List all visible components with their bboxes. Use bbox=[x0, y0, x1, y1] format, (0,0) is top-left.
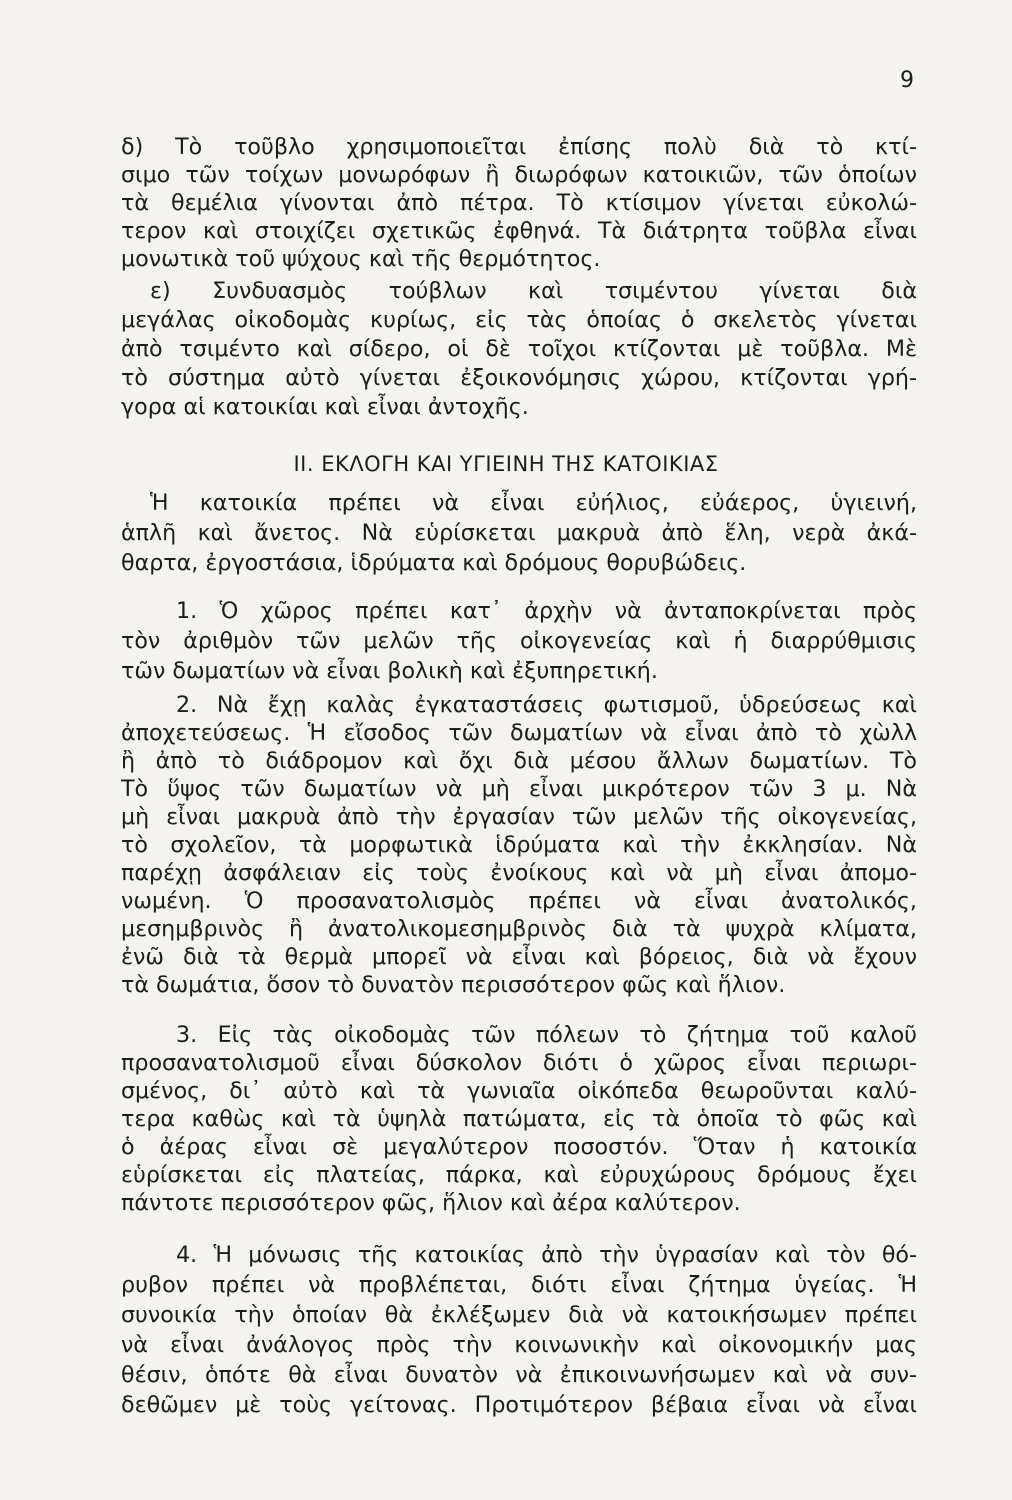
item-2-line: νωμένη. Ὁ προσανατολισμὸς πρέπει νὰ εἶναι ἀνατολικός, bbox=[121, 888, 917, 914]
item-4-line: ρυβον πρέπει νὰ προβλέπεται, διότι εἶναι ζήτημα ὑγείας. Ἡ bbox=[121, 1272, 917, 1298]
intro-line: Ἡ κατοικία πρέπει νὰ εἶναι εὐήλιος, εὐάερος, ὑγιεινή, bbox=[150, 490, 917, 516]
item-2-line: 2. Νὰ ἔχῃ καλὰς ἐγκαταστάσεις φωτισμοῦ, ὑδρεύσεως καὶ bbox=[176, 692, 917, 718]
item-2-line: παρέχῃ ἀσφάλειαν εἰς τοὺς ἐνοίκους καὶ νὰ μὴ εἶναι ἀπομο- bbox=[121, 860, 917, 886]
item-1-line: τὸν ἀριθμὸν τῶν μελῶν τῆς οἰκογενείας καὶ ἡ διαρρύθμισις bbox=[121, 628, 917, 654]
paragraph-d-line: μονωτικὰ τοῦ ψύχους καὶ τῆς θερμότητος. bbox=[121, 246, 601, 272]
paragraph-e-line: μεγάλας οἰκοδομὰς κυρίως, εἰς τὰς ὁποίας ὁ σκελετὸς γίνεται bbox=[121, 307, 917, 333]
page-number: 9 bbox=[900, 68, 914, 93]
paragraph-e-line: τὸ σύστημα αὐτὸ γίνεται ἐξοικονόμησις χώρου, κτίζονται γρή- bbox=[121, 365, 917, 391]
item-2-line: ἢ ἀπὸ τὸ διάδρομον καὶ ὄχι διὰ μέσου ἄλλων δωματίων. Τὸ bbox=[121, 748, 917, 774]
paragraph-e-line: ἀπὸ τσιμέντο καὶ σίδερο, οἱ δὲ τοῖχοι κτίζονται μὲ τοῦβλα. Μὲ bbox=[121, 336, 917, 362]
paragraph-e-line: ε) Συνδυασμὸς τούβλων καὶ τσιμέντου γίνεται διὰ bbox=[150, 278, 917, 304]
item-4-line: 4. Ἡ μόνωσις τῆς κατοικίας ἀπὸ τὴν ὑγρασίαν καὶ τὸν θό- bbox=[176, 1242, 917, 1268]
item-3-line: σμένος, δι᾽ αὐτὸ καὶ τὰ γωνιαῖα οἰκόπεδα θεωροῦνται καλύ- bbox=[121, 1078, 917, 1104]
item-2-line: τὸ σχολεῖον, τὰ μορφωτικὰ ἱδρύματα καὶ τὴν ἐκκλησίαν. Νὰ bbox=[121, 832, 917, 858]
item-2-line: Τὸ ὕψος τῶν δωματίων νὰ μὴ εἶναι μικρότερον τῶν 3 μ. Νὰ bbox=[121, 776, 917, 802]
item-1-line: τῶν δωματίων νὰ εἶναι βολικὴ καὶ ἐξυπηρετική. bbox=[121, 658, 658, 684]
paragraph-d-line: σιμο τῶν τοίχων μονωρόφων ἢ διωρόφων κατοικιῶν, τῶν ὁποίων bbox=[121, 162, 917, 188]
item-3-line: 3. Εἰς τὰς οἰκοδομὰς τῶν πόλεων τὸ ζήτημα τοῦ καλοῦ bbox=[176, 1022, 917, 1048]
item-3-line: τερα καθὼς καὶ τὰ ὑψηλὰ πατώματα, εἰς τὰ ὁποῖα τὸ φῶς καὶ bbox=[121, 1106, 917, 1132]
item-4-line: νὰ εἶναι ἀνάλογος πρὸς τὴν κοινωνικὴν καὶ οἰκονομικήν μας bbox=[121, 1332, 917, 1358]
paragraph-e-line: γορα αἱ κατοικίαι καὶ εἶναι ἀντοχῆς. bbox=[121, 394, 529, 420]
paragraph-d-line: τερον καὶ στοιχίζει σχετικῶς ἐφθηνά. Τὰ διάτρητα τοῦβλα εἶναι bbox=[121, 218, 917, 244]
item-1-line: 1. Ὁ χῶρος πρέπει κατ᾽ ἀρχὴν νὰ ἀνταποκρίνεται πρὸς bbox=[176, 598, 917, 624]
paragraph-d-line: τὰ θεμέλια γίνονται ἀπὸ πέτρα. Τὸ κτίσιμον γίνεται εὐκολώ- bbox=[121, 190, 917, 216]
item-2-line: μεσημβρινὸς ἢ ἀνατολικομεσημβρινὸς διὰ τὰ ψυχρὰ κλίματα, bbox=[121, 916, 917, 942]
item-3-line: ὁ ἀέρας εἶναι σὲ μεγαλύτερον ποσοστόν. Ὅταν ἡ κατοικία bbox=[121, 1134, 917, 1160]
item-2-line: ἀποχετεύσεως. Ἡ εἴσοδος τῶν δωματίων νὰ εἶναι ἀπὸ τὸ χὼλλ bbox=[121, 720, 917, 746]
paragraph-d-line: δ) Τὸ τοῦβλο χρησιμοποιεῖται ἐπίσης πολὺ διὰ τὸ κτί- bbox=[121, 134, 917, 160]
item-2-line: ἐνῶ διὰ τὰ θερμὰ μπορεῖ νὰ εἶναι καὶ βόρειος, διὰ νὰ ἔχουν bbox=[121, 944, 917, 970]
item-3-line: εὑρίσκεται εἰς πλατείας, πάρκα, καὶ εὐρυχώρους δρόμους ἔχει bbox=[121, 1162, 917, 1188]
item-3-line: προσανατολισμοῦ εἶναι δύσκολον διότι ὁ χῶρος εἶναι περιωρι- bbox=[121, 1050, 917, 1076]
item-4-line: συνοικία τὴν ὁποίαν θὰ ἐκλέξωμεν διὰ νὰ κατοικήσωμεν πρέπει bbox=[121, 1302, 917, 1328]
item-3-line: πάντοτε περισσότερον φῶς, ἥλιον καὶ ἀέρα καλύτερον. bbox=[121, 1190, 741, 1216]
item-2-line: μὴ εἶναι μακρυὰ ἀπὸ τὴν ἐργασίαν τῶν μελῶν τῆς οἰκογενείας, bbox=[121, 804, 917, 830]
item-2-line: τὰ δωμάτια, ὅσον τὸ δυνατὸν περισσότερον φῶς καὶ ἥλιον. bbox=[121, 972, 786, 998]
intro-line: θαρτα, ἐργοστάσια, ἱδρύματα καὶ δρόμους θορυβώδεις. bbox=[121, 550, 747, 576]
section-heading: II. ΕΚΛΟΓΗ ΚΑΙ ΥΓΙΕΙΝΗ ΤΗΣ ΚΑΤΟΙΚΙΑΣ bbox=[293, 452, 719, 476]
item-4-line: δεθῶμεν μὲ τοὺς γείτονας. Προτιμότερον βέβαια εἶναι νὰ εἶναι bbox=[121, 1392, 917, 1418]
item-4-line: θέσιν, ὁπότε θὰ εἶναι δυνατὸν νὰ ἐπικοινωνήσωμεν καὶ νὰ συν- bbox=[121, 1362, 917, 1388]
intro-line: ἁπλῆ καὶ ἄνετος. Νὰ εὑρίσκεται μακρυὰ ἀπὸ ἕλη, νερὰ ἀκά- bbox=[121, 520, 917, 546]
